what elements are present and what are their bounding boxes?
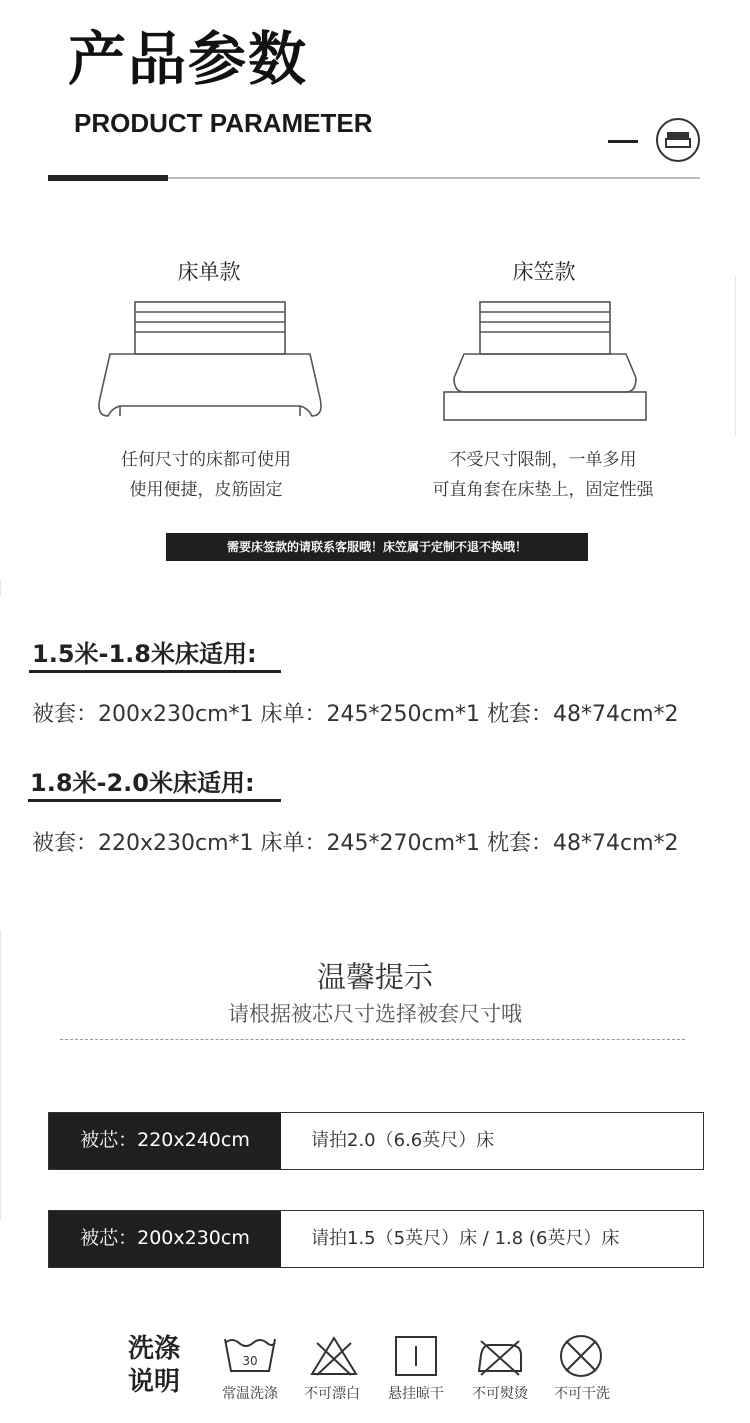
fitted-sheet-illustration [430, 298, 660, 424]
header-dash [608, 140, 638, 143]
wash-30-icon [222, 1333, 278, 1375]
wash-caption: 悬挂晾干 [388, 1386, 444, 1402]
size-heading: 1.8米-2.0米床适用: [30, 769, 255, 797]
fitted-sheet-desc-2: 可直角套在床垫上，固定性强 [432, 480, 654, 500]
tips-subtitle: 请根据被芯尺寸选择被套尺寸哦 [228, 1002, 522, 1026]
fitted-sheet-title: 床笠款 [512, 260, 576, 284]
flat-sheet-title: 床单款 [177, 260, 241, 284]
size-heading-underline [28, 799, 281, 802]
tips-row-value: 请拍1.5（5英尺）床 / 1.8 (6英尺）床 [311, 1228, 620, 1249]
wash-caption: 常温洗涤 [222, 1386, 278, 1402]
flat-sheet-illustration [80, 298, 340, 422]
side-divider [0, 930, 1, 1220]
tips-row-value: 请拍2.0（6.6英尺）床 [311, 1130, 495, 1151]
tips-row [48, 1210, 704, 1268]
tips-row [48, 1112, 704, 1170]
no-bleach-icon [309, 1335, 359, 1377]
bed-icon [656, 118, 700, 162]
notice-banner: 需要床签款的请联系客服哦！床笠属于定制不退不换哦！ [166, 533, 588, 561]
flat-sheet-desc-1: 任何尺寸的床都可使用 [121, 450, 291, 470]
wash-label [128, 1333, 188, 1399]
hang-dry-icon [393, 1334, 439, 1378]
size-spec-line: 被套：220x230cm*1 床单：245*270cm*1 枕套：48*74cm*2 [32, 831, 679, 856]
fitted-sheet-desc-1: 不受尺寸限制，一单多用 [449, 450, 637, 470]
wash-caption: 不可漂白 [304, 1386, 360, 1402]
side-divider [0, 580, 1, 596]
wash-caption: 不可熨烫 [472, 1386, 528, 1402]
tips-divider [60, 1039, 685, 1040]
wash-label-line: 说明 [128, 1367, 181, 1397]
tips-row-label: 被芯：200x230cm [49, 1211, 281, 1267]
wash-label-line: 洗涤 [128, 1334, 181, 1364]
page-title: 产品参数 [68, 25, 309, 93]
no-iron-icon [475, 1337, 525, 1377]
tips-row-label: 被芯：220x240cm [49, 1113, 281, 1169]
flat-sheet-desc-2: 使用便捷，皮筋固定 [129, 480, 283, 500]
wash-temp-label: 30 [242, 1354, 258, 1368]
no-dryclean-icon [557, 1333, 605, 1379]
header-accent-bar [48, 175, 168, 181]
size-heading: 1.5米-1.8米床适用: [32, 640, 257, 668]
page-subtitle: PRODUCT PARAMETER [74, 108, 373, 138]
size-heading-underline [29, 670, 281, 673]
wash-caption: 不可干洗 [554, 1386, 610, 1402]
tips-title: 温馨提示 [316, 960, 433, 994]
side-divider [735, 276, 736, 436]
size-spec-line: 被套：200x230cm*1 床单：245*250cm*1 枕套：48*74cm*2 [32, 702, 679, 727]
